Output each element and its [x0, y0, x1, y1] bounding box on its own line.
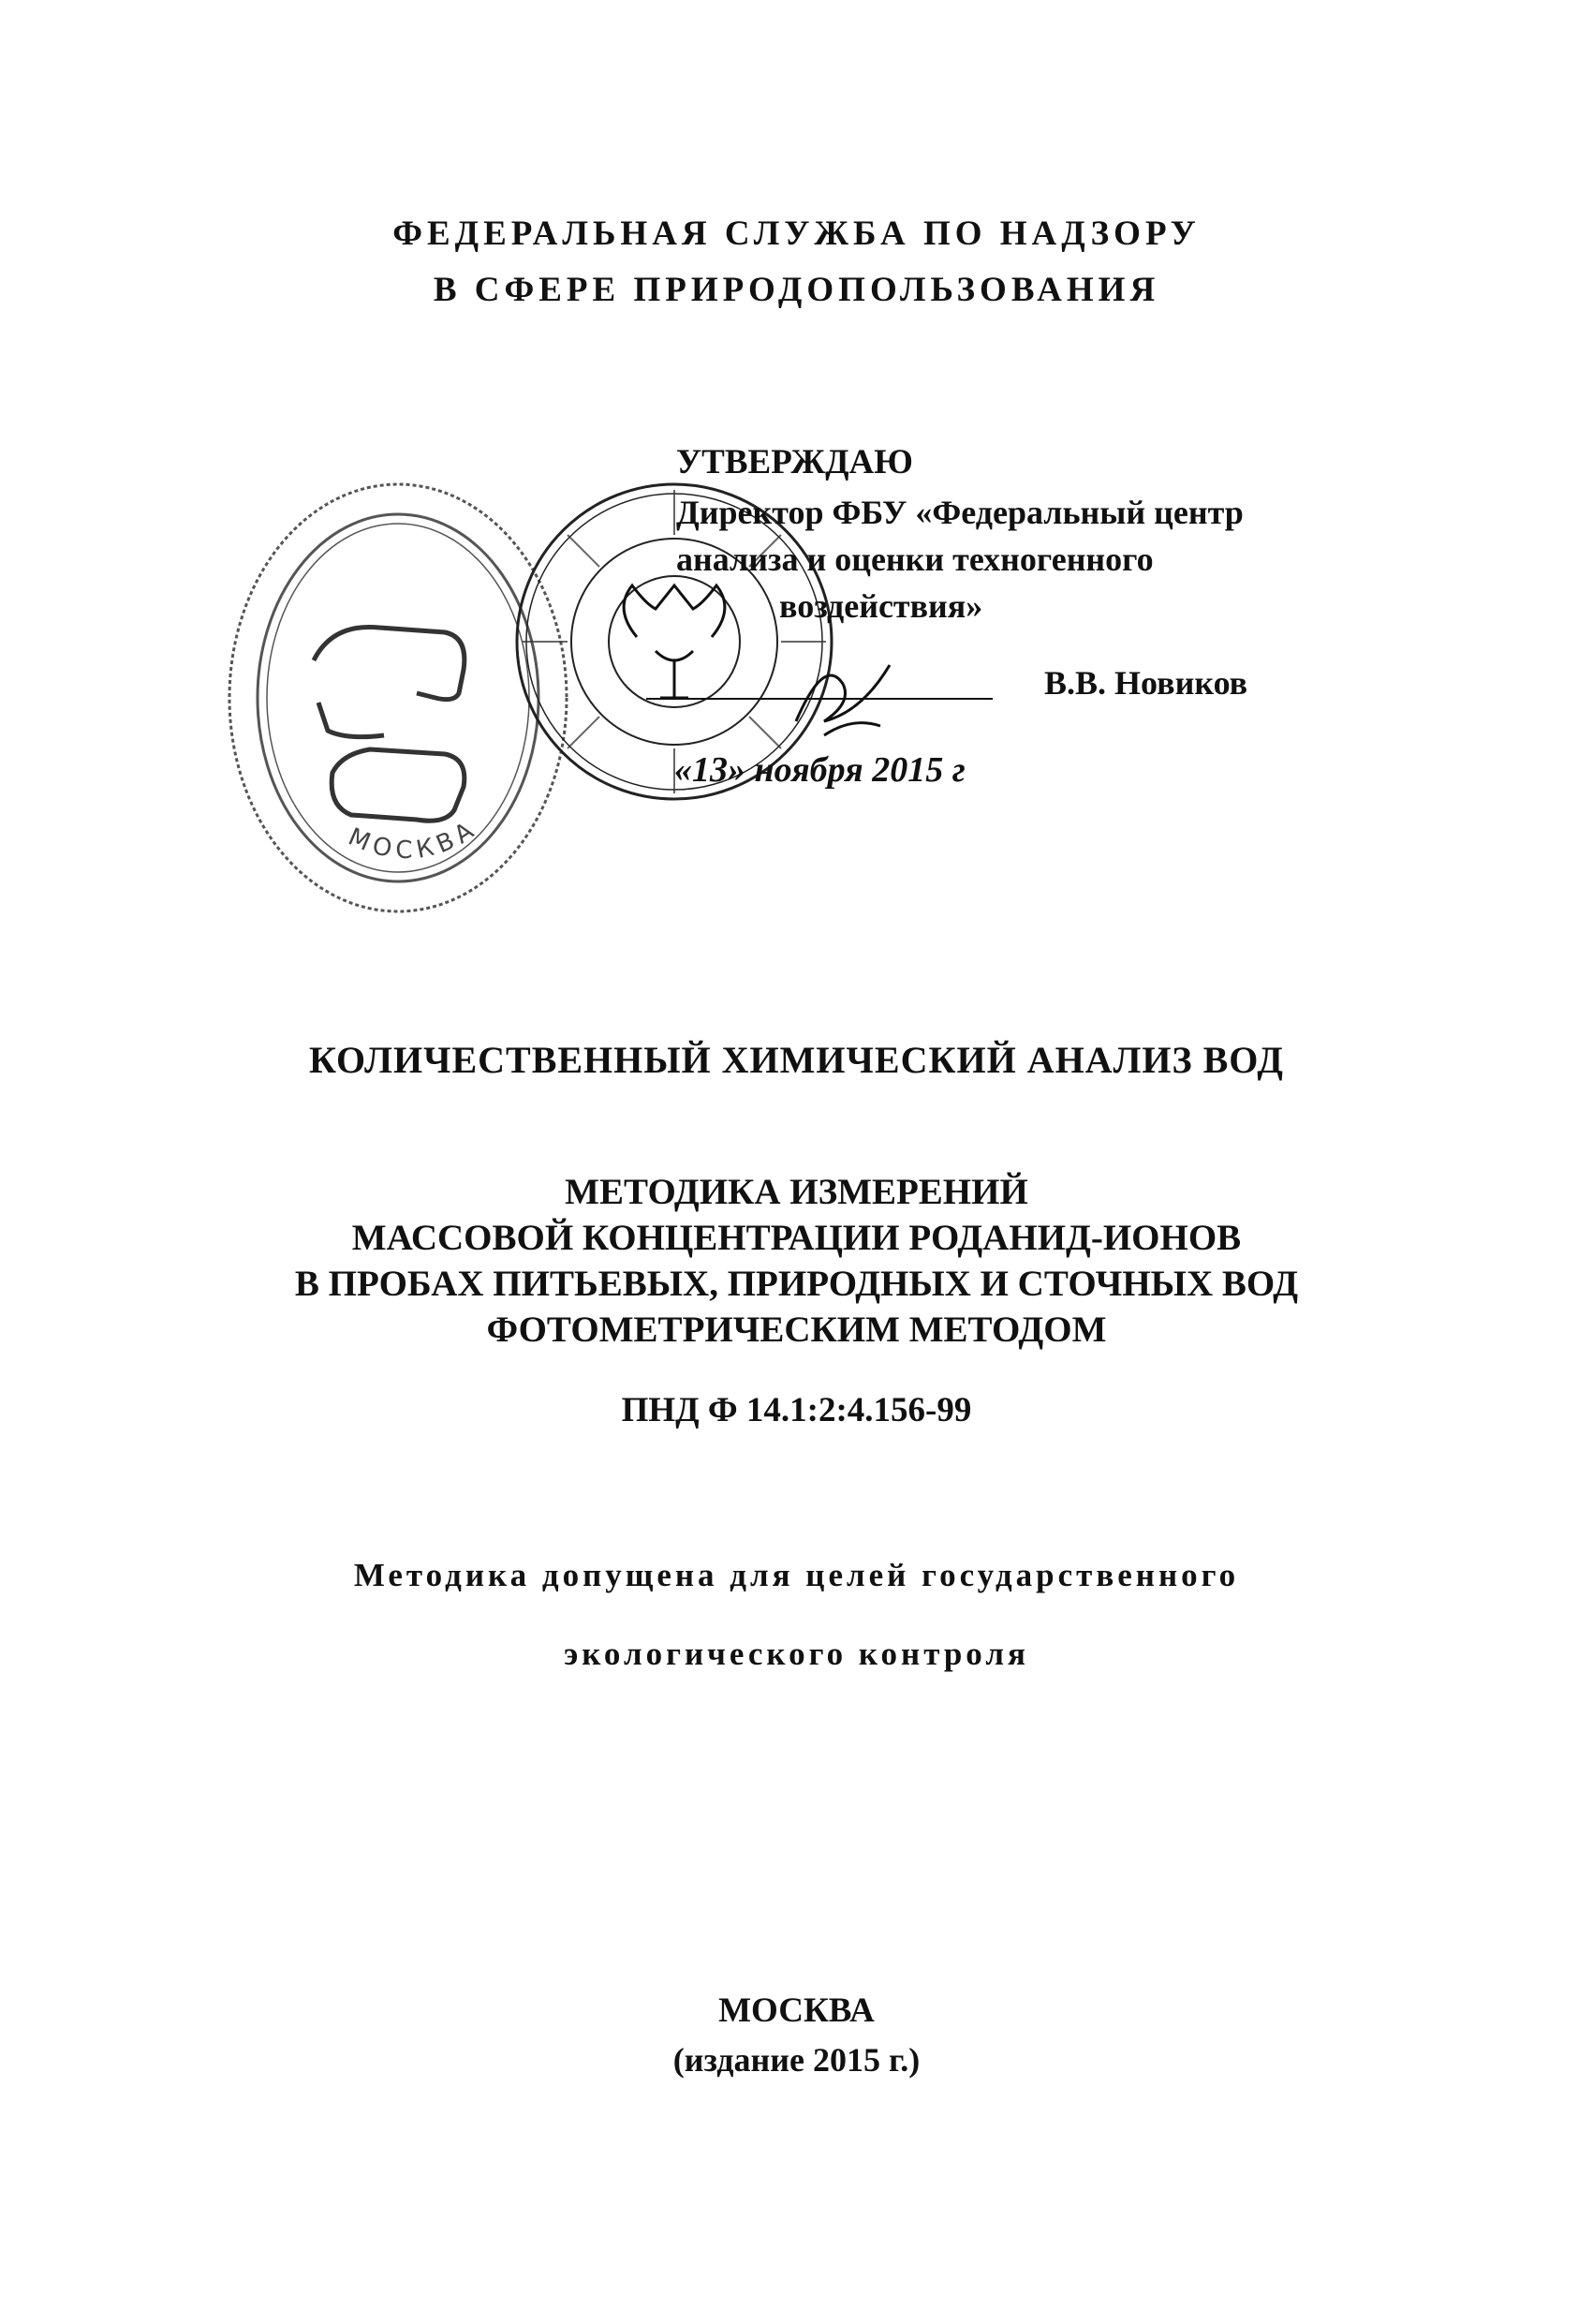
- approval-organization: [676, 489, 1388, 629]
- approval-date: «13» ноября 2015 г: [674, 750, 966, 790]
- edition-year: (издание 2015 г.): [672, 2041, 921, 2079]
- method-title: [0, 1169, 1593, 1353]
- approval-note: [0, 1536, 1593, 1694]
- signature-icon: [787, 646, 908, 749]
- approval-org-line-3: воздействия»: [779, 587, 983, 625]
- note-line-2: экологического контроля: [564, 1636, 1029, 1672]
- document-code: ПНД Ф 14.1:2:4.156-99: [621, 1391, 972, 1429]
- agency-name: [0, 206, 1593, 318]
- signer-name: В.В. Новиков: [1044, 664, 1248, 702]
- publication-city: МОСКВА: [718, 1991, 875, 2030]
- section-title: КОЛИЧЕСТВЕННЫЙ ХИМИЧЕСКИЙ АНАЛИЗ ВОД: [309, 1039, 1284, 1081]
- agency-line-2: В СФЕРЕ ПРИРОДОПОЛЬЗОВАНИЯ: [433, 271, 1160, 309]
- method-line-3: В ПРОБАХ ПИТЬЕВЫХ, ПРИРОДНЫХ И СТОЧНЫХ ВОД: [294, 1264, 1299, 1304]
- approval-title: УТВЕРЖДАЮ: [676, 443, 913, 481]
- note-line-1: Методика допущена для целей государственного: [353, 1557, 1240, 1593]
- approval-org-line-1: Директор ФБУ «Федеральный центр: [676, 494, 1244, 531]
- method-line-2: МАССОВОЙ КОНЦЕНТРАЦИИ РОДАНИД-ИОНОВ: [351, 1218, 1242, 1258]
- method-line-4: ФОТОМЕТРИЧЕСКИМ МЕТОДОМ: [486, 1310, 1107, 1350]
- method-line-1: МЕТОДИКА ИЗМЕРЕНИЙ: [565, 1172, 1028, 1212]
- approval-org-line-2: анализа и оценки техногенного: [676, 540, 1154, 578]
- stamp-city-text: МОСКВА: [344, 813, 484, 866]
- agency-line-1: ФЕДЕРАЛЬНАЯ СЛУЖБА ПО НАДЗОРУ: [392, 215, 1201, 253]
